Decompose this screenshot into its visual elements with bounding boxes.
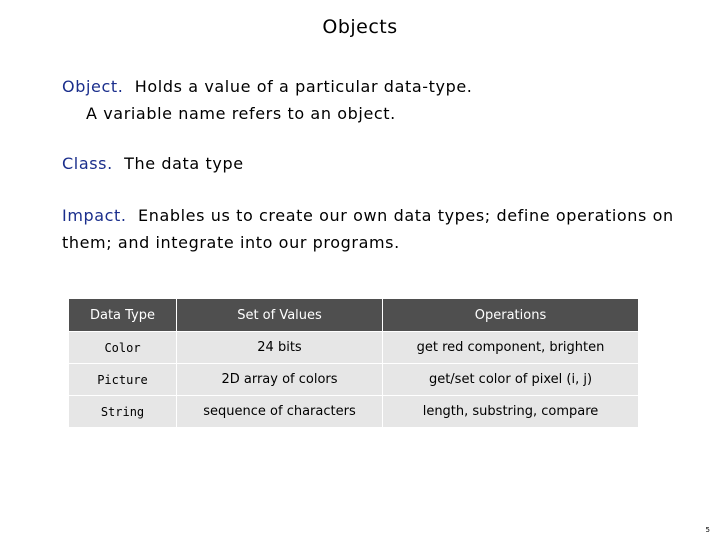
impact-definition-line-2: them; and integrate into our programs. [62, 233, 400, 252]
table-header-row [69, 299, 639, 332]
class-description: The data type [124, 154, 244, 173]
cell-operations: length, substring, compare [383, 396, 639, 428]
object-definition-line-1 [62, 73, 682, 100]
slide-title: Objects [322, 16, 398, 38]
table-row [69, 396, 639, 428]
object-term: Object. [62, 77, 124, 96]
table-row [69, 364, 639, 396]
impact-description: Enables us to create our own data types; define operations on [138, 206, 674, 225]
object-definition-line-2: A variable name refers to an object. [86, 104, 396, 123]
class-definition [62, 150, 682, 177]
page-number: 5 [705, 526, 710, 534]
object-description: Holds a value of a particular data-type. [134, 77, 473, 96]
header-data-type: Data Type [69, 299, 177, 332]
cell-operations: get red component, brighten [383, 332, 639, 364]
cell-data-type: Picture [69, 364, 177, 396]
impact-term: Impact. [62, 206, 127, 225]
table-row [69, 332, 639, 364]
cell-set-of-values: 2D array of colors [177, 364, 383, 396]
header-set-of-values: Set of Values [177, 299, 383, 332]
cell-data-type: String [69, 396, 177, 428]
impact-definition-line-1 [62, 202, 682, 229]
cell-operations: get/set color of pixel (i, j) [383, 364, 639, 396]
class-term: Class. [62, 154, 113, 173]
object-definition [62, 73, 682, 127]
header-operations: Operations [383, 299, 639, 332]
cell-set-of-values: sequence of characters [177, 396, 383, 428]
impact-definition [62, 202, 682, 256]
cell-data-type: Color [69, 332, 177, 364]
cell-set-of-values: 24 bits [177, 332, 383, 364]
data-types-table [68, 298, 639, 428]
